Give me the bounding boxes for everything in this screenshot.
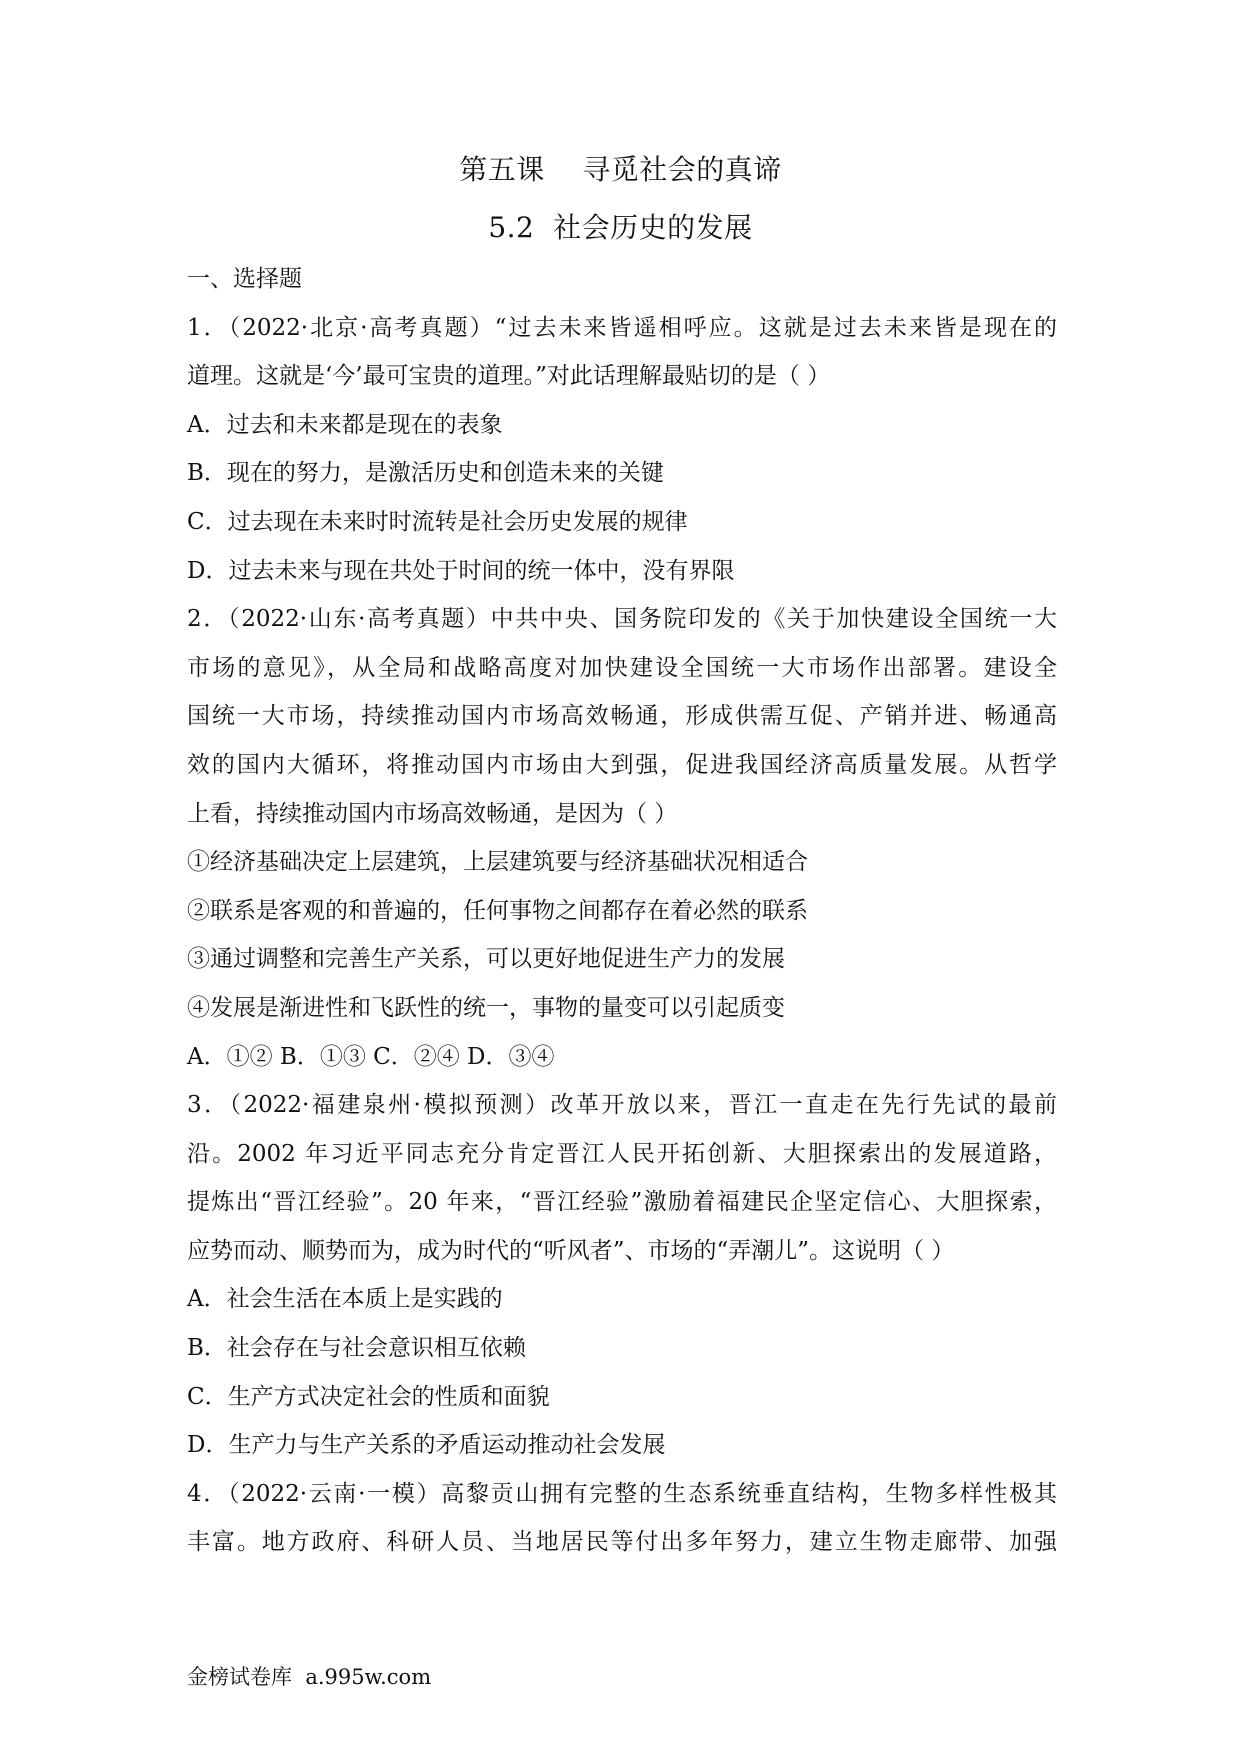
text-line: 道理。这就是‘今’最可宝贵的道理。”对此话理解最贴切的是（ ）	[187, 363, 831, 390]
text-line: C．生产方式决定社会的性质和面貌	[187, 1383, 550, 1410]
text-line: B．社会存在与社会意识相互依赖	[187, 1335, 526, 1362]
text-line: C．过去现在未来时时流转是社会历史发展的规律	[187, 508, 688, 535]
text-line: D．生产力与生产关系的矛盾运动推动社会发展	[187, 1432, 666, 1459]
text-line: ③通过调整和完善生产关系，可以更好地促进生产力的发展	[187, 946, 785, 973]
question-lines	[187, 312, 1057, 1575]
text-line: 3．（2022·福建泉州·模拟预测）改革开放以来，晋江一直走在先行先试的最前	[187, 1092, 1057, 1119]
text-line: ④发展是渐进性和飞跃性的统一，事物的量变可以引起质变	[187, 994, 785, 1021]
text-line: B．现在的努力，是激活历史和创造未来的关键	[187, 460, 664, 487]
text-line: 效的国内大循环，将推动国内市场由大到强，促进我国经济高质量发展。从哲学	[187, 751, 1057, 778]
text-line: 市场的意见》，从全局和战略高度对加快建设全国统一大市场作出部署。建设全	[187, 654, 1057, 681]
footer-watermark: 金榜试卷库 a.995w.com	[187, 1665, 432, 1689]
text-line: 应势而动、顺势而为，成为时代的“听风者”、市场的“弄潮儿”。这说明（ ）	[187, 1237, 955, 1264]
text-line: 上看，持续推动国内市场高效畅通，是因为（ ）	[187, 800, 678, 827]
text-line: 2．（2022·山东·高考真题）中共中央、国务院印发的《关于加快建设全国统一大	[187, 606, 1057, 633]
text-line: 1．（2022·北京·高考真题）“过去未来皆遥相呼应。这就是过去未来皆是现在的	[187, 314, 1057, 341]
text-line: D．过去未来与现在共处于时间的统一体中，没有界限	[187, 557, 735, 584]
text-line: 4．（2022·云南·一模）高黎贡山拥有完整的生态系统垂直结构，生物多样性极其	[187, 1480, 1057, 1507]
text-line: 提炼出“晋江经验”。20 年来，“晋江经验”激励着福建民企坚定信心、大胆探索，	[187, 1189, 1057, 1216]
text-line: ①经济基础决定上层建筑，上层建筑要与经济基础状况相适合	[187, 849, 808, 876]
text-line: 丰富。地方政府、科研人员、当地居民等付出多年努力，建立生物走廊带、加强	[187, 1529, 1057, 1556]
text-line: A．①② B．①③ C．②④ D．③④	[187, 1043, 555, 1070]
text-line: A．过去和未来都是现在的表象	[187, 411, 503, 438]
text-line: A．社会生活在本质上是实践的	[187, 1286, 503, 1313]
text-line: 沿。2002 年习近平同志充分肯定晋江人民开拓创新、大胆探索出的发展道路，	[187, 1140, 1057, 1167]
document-body	[187, 263, 1057, 1575]
lesson-title: 第五课 寻觅社会的真谛	[459, 153, 782, 186]
lesson-subtitle: 5.2 社会历史的发展	[488, 211, 753, 244]
text-line: 国统一大市场，持续推动国内市场高效畅通，形成供需互促、产销并进、畅通高	[187, 703, 1057, 730]
section-heading: 一、选择题	[187, 266, 302, 292]
text-line: ②联系是客观的和普遍的，任何事物之间都存在着必然的联系	[187, 897, 808, 924]
